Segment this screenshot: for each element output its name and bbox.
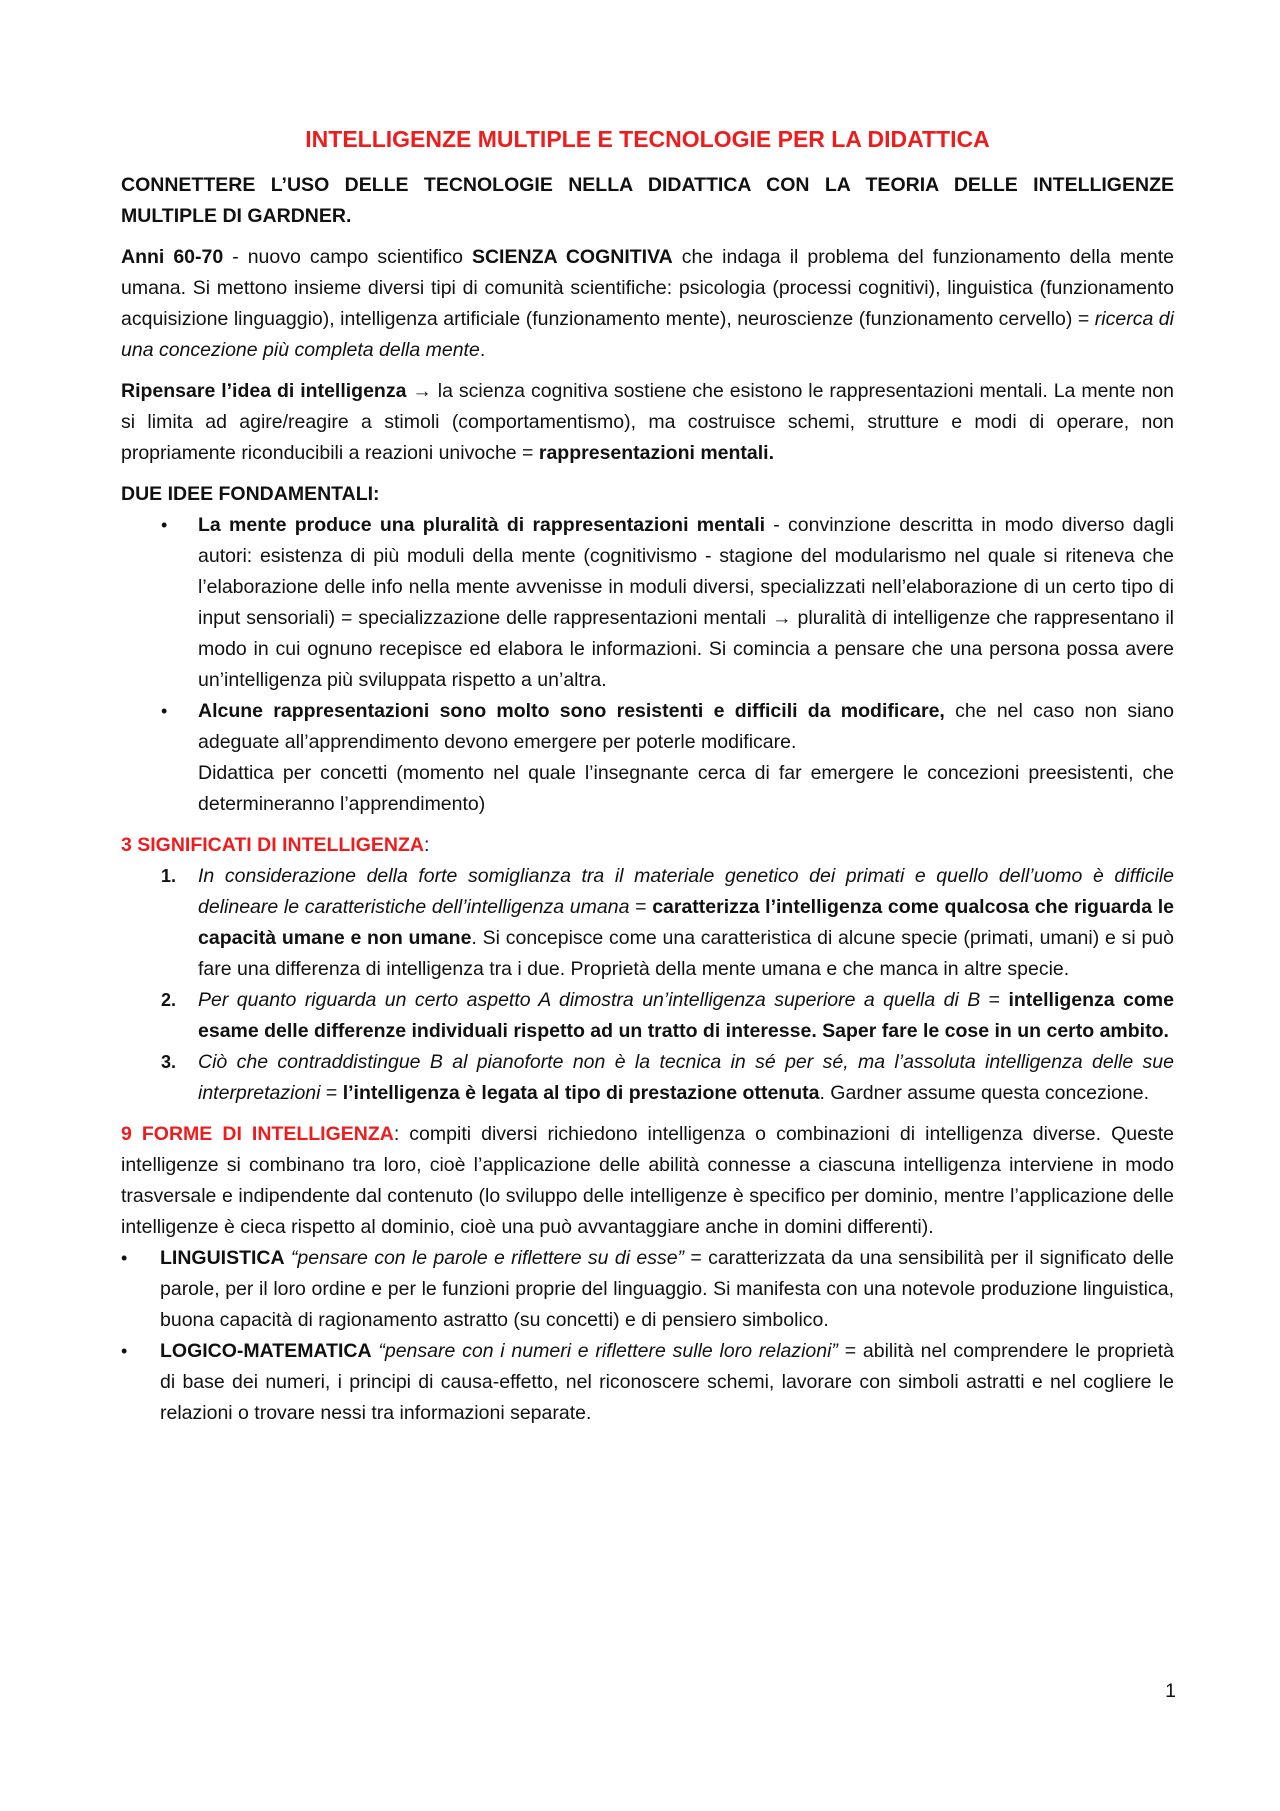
list-item bbox=[121, 696, 1174, 820]
list-number: 2. bbox=[161, 990, 177, 1010]
bullet-icon: • bbox=[121, 1341, 128, 1361]
paragraph-cognitive-science bbox=[121, 242, 1174, 366]
form2-text: = abilità nel comprendere le proprietà di base dei numeri, i principi di causa-effetto, nel riconoscere schemi, lavorare con simboli astratti e nel cogliere le relazioni o trovare nessi tra informazioni separate. bbox=[160, 1340, 1174, 1424]
form1-bold: LINGUISTICA bbox=[160, 1247, 285, 1269]
idea2-text-2: Didattica per concetti (momento nel quale l’insegnante cerca di far emergere le concezioni preesistenti, che determineranno l’apprendimento) bbox=[198, 762, 1174, 815]
document-title: INTELLIGENZE MULTIPLE E TECNOLOGIE PER LA DIDATTICA bbox=[305, 126, 990, 152]
meaning2-italic: Per quanto riguarda un certo aspetto A dimostra un’intelligenza superiore a quella di B bbox=[198, 989, 981, 1011]
list-item bbox=[121, 1243, 1174, 1336]
idea1-text-1: - convinzione descritta in modo diverso dagli autori: esistenza di più moduli della mente (cognitivismo - stagione del modularismo nel quale si riteneva che l’elaborazione delle info nella mente avvenisse in moduli diversi, specializzati nell’elaborazione di un certo tipo di input sensoriali) = specializzazione delle rappresentazioni mentali bbox=[198, 514, 1174, 629]
idea2-text-1: che nel caso non siano adeguate all’apprendimento devono emergere per poterle modificare. bbox=[198, 700, 1174, 753]
bullet-icon: • bbox=[161, 701, 168, 721]
paragraph-rethink-intelligence bbox=[121, 376, 1174, 469]
forms-list bbox=[121, 1243, 1174, 1429]
meanings-heading bbox=[121, 830, 1174, 861]
meaning3-text-2: . Gardner assume questa concezione. bbox=[819, 1082, 1149, 1104]
bullet-icon: • bbox=[161, 515, 168, 535]
list-item bbox=[121, 861, 1174, 985]
meaning3-bold: l’intelligenza è legata al tipo di prestazione ottenuta bbox=[342, 1082, 820, 1104]
ideas-heading-text: DUE IDEE FONDAMENTALI: bbox=[121, 483, 380, 505]
meaning1-bold: caratterizza l’intelligenza come qualcosa che riguarda le capacità umane e non umane bbox=[198, 896, 1174, 949]
p2-text-1: la scienza cognitiva sostiene che esistono le rappresentazioni mentali. La mente non si limita ad agire/reagire a stimoli (comportamentismo), ma costruisce schemi, strutture e modi di operare, non propriamente riconducibili a reazioni univoche = bbox=[121, 380, 1174, 464]
page-number: 1 bbox=[1165, 1680, 1176, 1702]
paragraph-nine-forms bbox=[121, 1119, 1174, 1243]
p1-text-2: che indaga il problema del funzionamento della mente umana. Si mettono insieme diversi tipi di comunità scientifiche: psicologia (processi cognitivi), linguistica (funzionamento acquisizione linguaggio), intelligenza artificiale (funzionamento mente), neuroscienze (funzionamento cervello) = bbox=[121, 246, 1175, 330]
list-number: 3. bbox=[161, 1052, 177, 1072]
arrow-right-icon: → bbox=[412, 380, 432, 402]
bullet-icon: • bbox=[121, 1248, 128, 1268]
ideas-heading bbox=[121, 479, 1174, 510]
list-item bbox=[121, 510, 1174, 696]
meanings-heading-text: 3 SIGNIFICATI DI INTELLIGENZA bbox=[121, 834, 424, 856]
idea1-text-2: pluralità di intelligenze che rappresentano il modo in cui ognuno recepisce ed elabora le informazioni. Si comincia a pensare che una persona possa avere un’intelligenza più sviluppata rispetto a un’altra. bbox=[198, 607, 1174, 691]
ideas-list bbox=[121, 510, 1174, 820]
form2-bold: LOGICO-MATEMATICA bbox=[160, 1340, 372, 1362]
arrow-right-icon: → bbox=[772, 607, 792, 629]
forms-text-1: : compiti diversi richiedono intelligenza o combinazioni di intelligenza diverse. Queste intelligenze si combinano tra loro, cioè l’applicazione delle abilità connesse a ciascuna intelligenza interviene in modo trasversale e indipendente dal contenuto (lo sviluppo delle intelligenze è specifico per dominio, mentre l’applicazione delle intelligenze è cieca rispetto al dominio, cioè una può avvantaggiare anche in domini differenti). bbox=[121, 1123, 1174, 1238]
idea1-bold: La mente produce una pluralità di rappresentazioni mentali bbox=[198, 514, 766, 536]
meaning2-text-1: = bbox=[980, 989, 1009, 1011]
p1-italic-1: ricerca di una concezione più completa della mente bbox=[121, 308, 1174, 361]
list-item bbox=[121, 1047, 1174, 1109]
meaning2-bold: intelligenza come esame delle differenze individuali rispetto ad un tratto di interesse. Saper fare le cose in un certo ambito. bbox=[198, 989, 1174, 1042]
meaning1-italic: In considerazione della forte somiglianza tra il materiale genetico dei primati e quello dell’uomo è difficile delineare le caratteristiche dell’intelligenza umana bbox=[198, 865, 1174, 918]
p2-lead: Ripensare l’idea di intelligenza bbox=[121, 380, 407, 402]
meaning3-text-1: = bbox=[320, 1082, 343, 1104]
subtitle-text: CONNETTERE L’USO DELLE TECNOLOGIE NELLA DIDATTICA CON LA TEORIA DELLE INTELLIGENZE MULTIPLE DI GARDNER. bbox=[121, 174, 1174, 227]
subtitle bbox=[121, 170, 1174, 232]
forms-heading: 9 FORME DI INTELLIGENZA bbox=[121, 1123, 394, 1145]
form1-text: = caratterizzata da una sensibilità per il significato delle parole, per il loro ordine e per le funzioni proprie del linguaggio. Si manifesta con una notevole produzione linguistica, buona capacità di ragionamento astratto (su concetti) e di pensiero simbolico. bbox=[160, 1247, 1174, 1331]
form1-italic: “pensare con le parole e riflettere su di esse” bbox=[284, 1247, 685, 1269]
p1-lead: Anni 60-70 bbox=[121, 246, 224, 268]
meaning3-italic: Ciò che contraddistingue B al pianoforte non è la tecnica in sé per sé, ma l’assoluta intelligenza delle sue interpretazioni bbox=[198, 1051, 1174, 1104]
meanings-list bbox=[121, 861, 1174, 1109]
p1-text-1: - nuovo campo scientifico bbox=[223, 246, 472, 268]
idea2-bold: Alcune rappresentazioni sono molto sono resistenti e difficili da modificare, bbox=[198, 700, 945, 722]
meaning1-text-2: . Si concepisce come una caratteristica di alcune specie (primati, umani) e si può fare una differenza di intelligenza tra i due. Proprietà della mente umana e che manca in altre specie. bbox=[198, 927, 1174, 980]
list-item bbox=[121, 985, 1174, 1047]
p1-text-3: . bbox=[479, 339, 486, 361]
list-number: 1. bbox=[161, 866, 177, 886]
form2-italic: “pensare con i numeri e riflettere sulle loro relazioni” bbox=[371, 1340, 838, 1362]
meaning1-text-1: = bbox=[629, 896, 653, 918]
list-item bbox=[121, 1336, 1174, 1429]
document-body bbox=[121, 124, 1174, 1439]
meanings-heading-colon: : bbox=[423, 834, 430, 856]
p2-bold-1: rappresentazioni mentali. bbox=[538, 442, 775, 464]
p1-bold-1: SCIENZA COGNITIVA bbox=[471, 246, 673, 268]
